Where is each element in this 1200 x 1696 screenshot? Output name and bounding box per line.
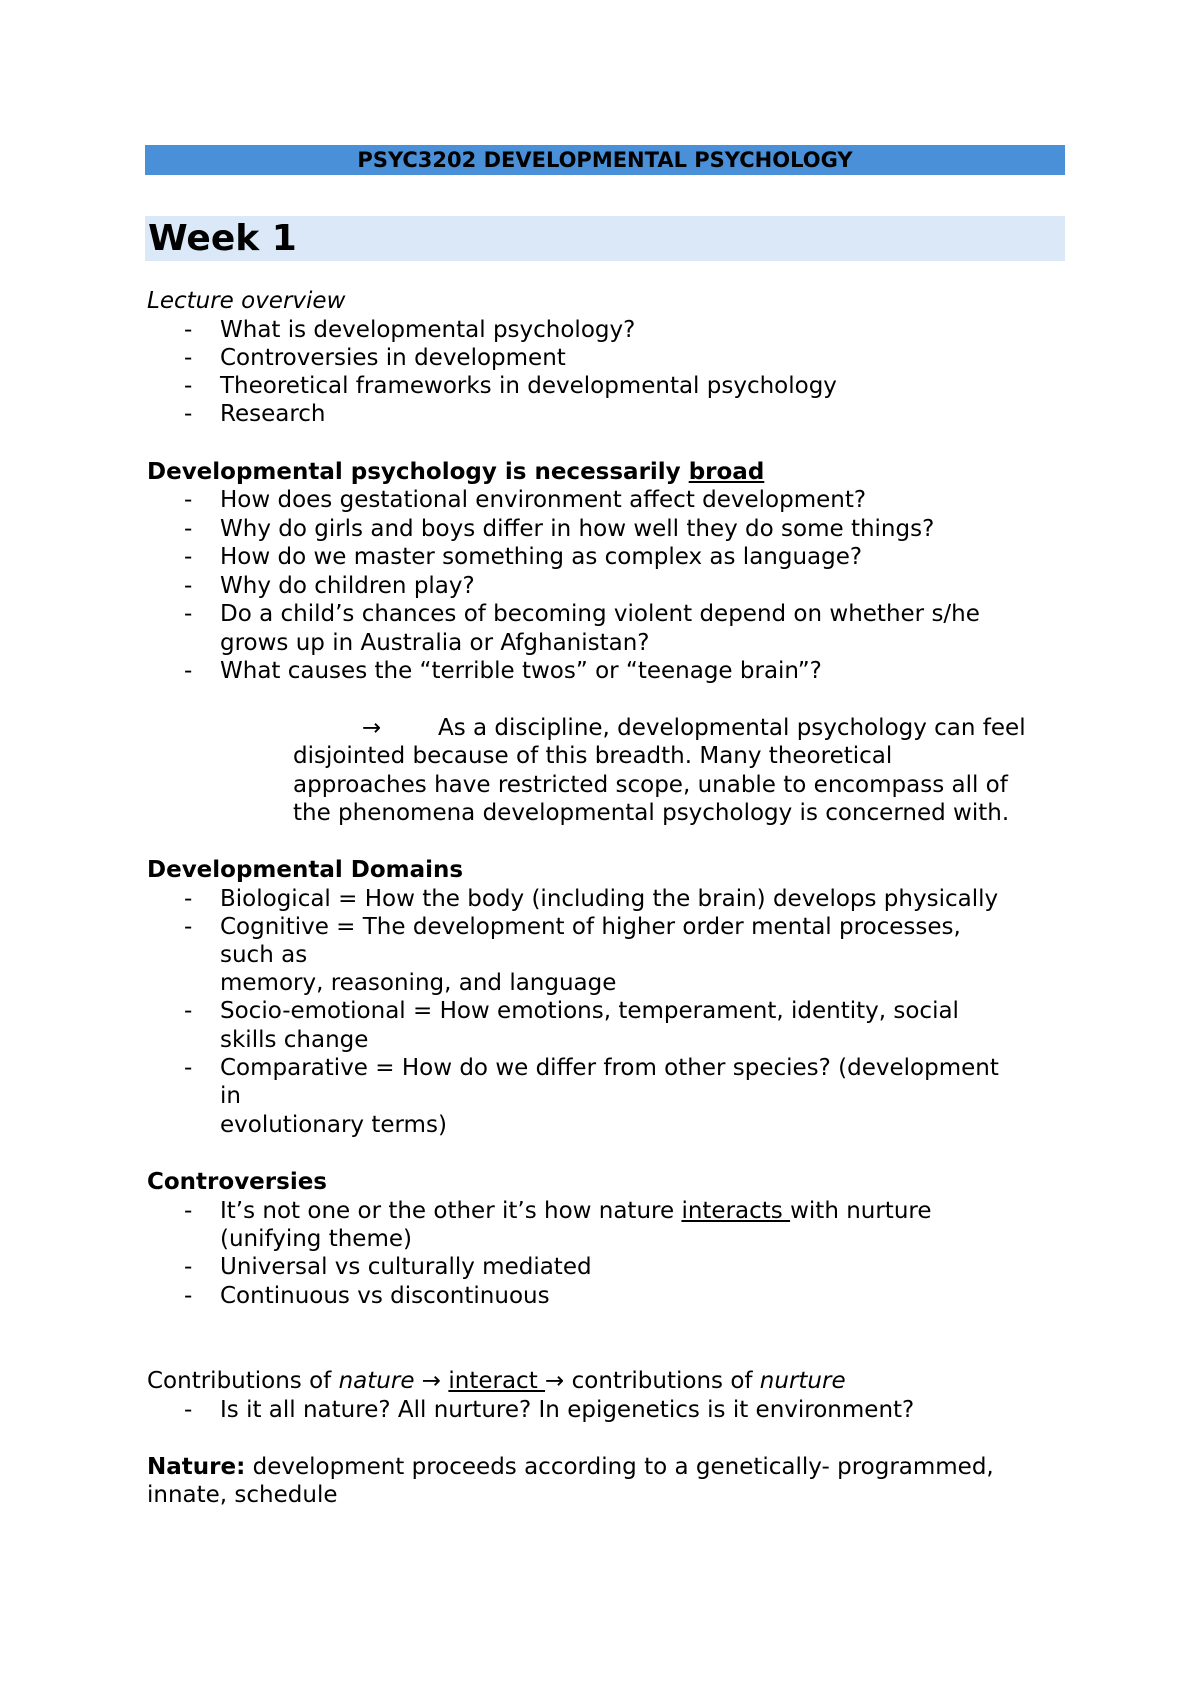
controversies-heading: Controversies [147,1169,327,1195]
list-item-continuation: memory, reasoning, and language [220,970,617,996]
list-item-underlined: interacts [681,1198,791,1224]
bullet-dash: - [184,998,193,1024]
nature-label: Nature: [147,1454,246,1480]
list-item: Theoretical frameworks in developmental psychology [220,373,837,399]
week-heading-banner [145,216,1065,261]
list-item: How do we master something as complex as language? [220,544,863,570]
bullet-dash: - [184,401,193,427]
list-item-continuation: (unifying theme) [220,1226,412,1252]
text-run-italic: nurture [759,1368,846,1394]
note-line: the phenomena developmental psychology is concerned with. [293,800,1010,826]
text-run: Contributions of [147,1368,339,1394]
list-item: What is developmental psychology? [220,317,636,343]
bullet-dash: - [184,487,193,513]
note-line: approaches have restricted scope, unable to encompass all of [293,772,1008,798]
list-item-text: with nurture [790,1198,932,1224]
nature-definition [147,1453,994,1481]
bullet-dash: - [184,914,193,940]
note-line: As a discipline, developmental psychology can feel [438,715,1026,741]
list-item: What causes the “terrible twos” or “teenage brain”? [220,658,822,684]
bullet-dash: - [184,345,193,371]
list-item: How does gestational environment affect development? [220,487,867,513]
broad-heading-text: Developmental psychology is necessarily [147,459,689,485]
list-item: Biological = How the body (including the brain) develops physically [220,886,999,912]
list-item: Do a child’s chances of becoming violent depend on whether s/he [220,601,980,627]
lecture-overview-heading: Lecture overview [147,288,346,314]
list-item: Comparative = How do we differ from other species? (development [220,1055,999,1081]
list-item: Socio-emotional = How emotions, temperament, identity, social [220,998,959,1024]
bullet-dash: - [184,1397,193,1423]
bullet-dash: - [184,516,193,542]
nature-definition-continuation: innate, schedule [147,1482,338,1508]
bullet-dash: - [184,373,193,399]
list-item: Is it all nature? All nurture? In epigenetics is it environment? [220,1397,915,1423]
list-item [220,1197,932,1225]
broad-heading-underlined: broad [688,459,765,485]
list-item: Why do children play? [220,573,475,599]
bullet-dash: - [184,658,193,684]
list-item: Research [220,401,326,427]
bullet-dash: - [184,317,193,343]
text-run-italic: nature [338,1368,415,1394]
week-title: Week 1 [148,218,297,259]
bullet-dash: - [184,1198,193,1224]
bullet-dash: - [184,1283,193,1309]
list-item: Cognitive = The development of higher order mental processes, [220,914,961,940]
contributions-line [147,1367,846,1395]
text-run-underlined: interact [448,1368,546,1394]
course-title-banner: PSYC3202 DEVELOPMENTAL PSYCHOLOGY [145,145,1065,175]
bullet-dash: - [184,573,193,599]
text-run: → contributions of [545,1368,760,1394]
bullet-dash: - [184,886,193,912]
list-item-continuation: such as [220,942,308,968]
list-item: Why do girls and boys differ in how well they do some things? [220,516,935,542]
bullet-dash: - [184,544,193,570]
list-item: Controversies in development [220,345,566,371]
text-run: → [414,1368,449,1394]
list-item-text: It’s not one or the other it’s how nature [220,1198,682,1224]
arrow-icon: → [362,715,382,741]
domains-heading: Developmental Domains [147,857,464,883]
list-item-continuation: grows up in Australia or Afghanistan? [220,630,650,656]
bullet-dash: - [184,1055,193,1081]
bullet-dash: - [184,601,193,627]
broad-heading [147,458,764,486]
bullet-dash: - [184,1254,193,1280]
nature-text: development proceeds according to a genetically- programmed, [245,1454,994,1480]
note-line: disjointed because of this breadth. Many theoretical [293,743,893,769]
list-item-continuation: evolutionary terms) [220,1112,447,1138]
list-item-continuation: skills change [220,1027,369,1053]
list-item: Universal vs culturally mediated [220,1254,592,1280]
list-item-continuation: in [220,1083,241,1109]
list-item: Continuous vs discontinuous [220,1283,550,1309]
